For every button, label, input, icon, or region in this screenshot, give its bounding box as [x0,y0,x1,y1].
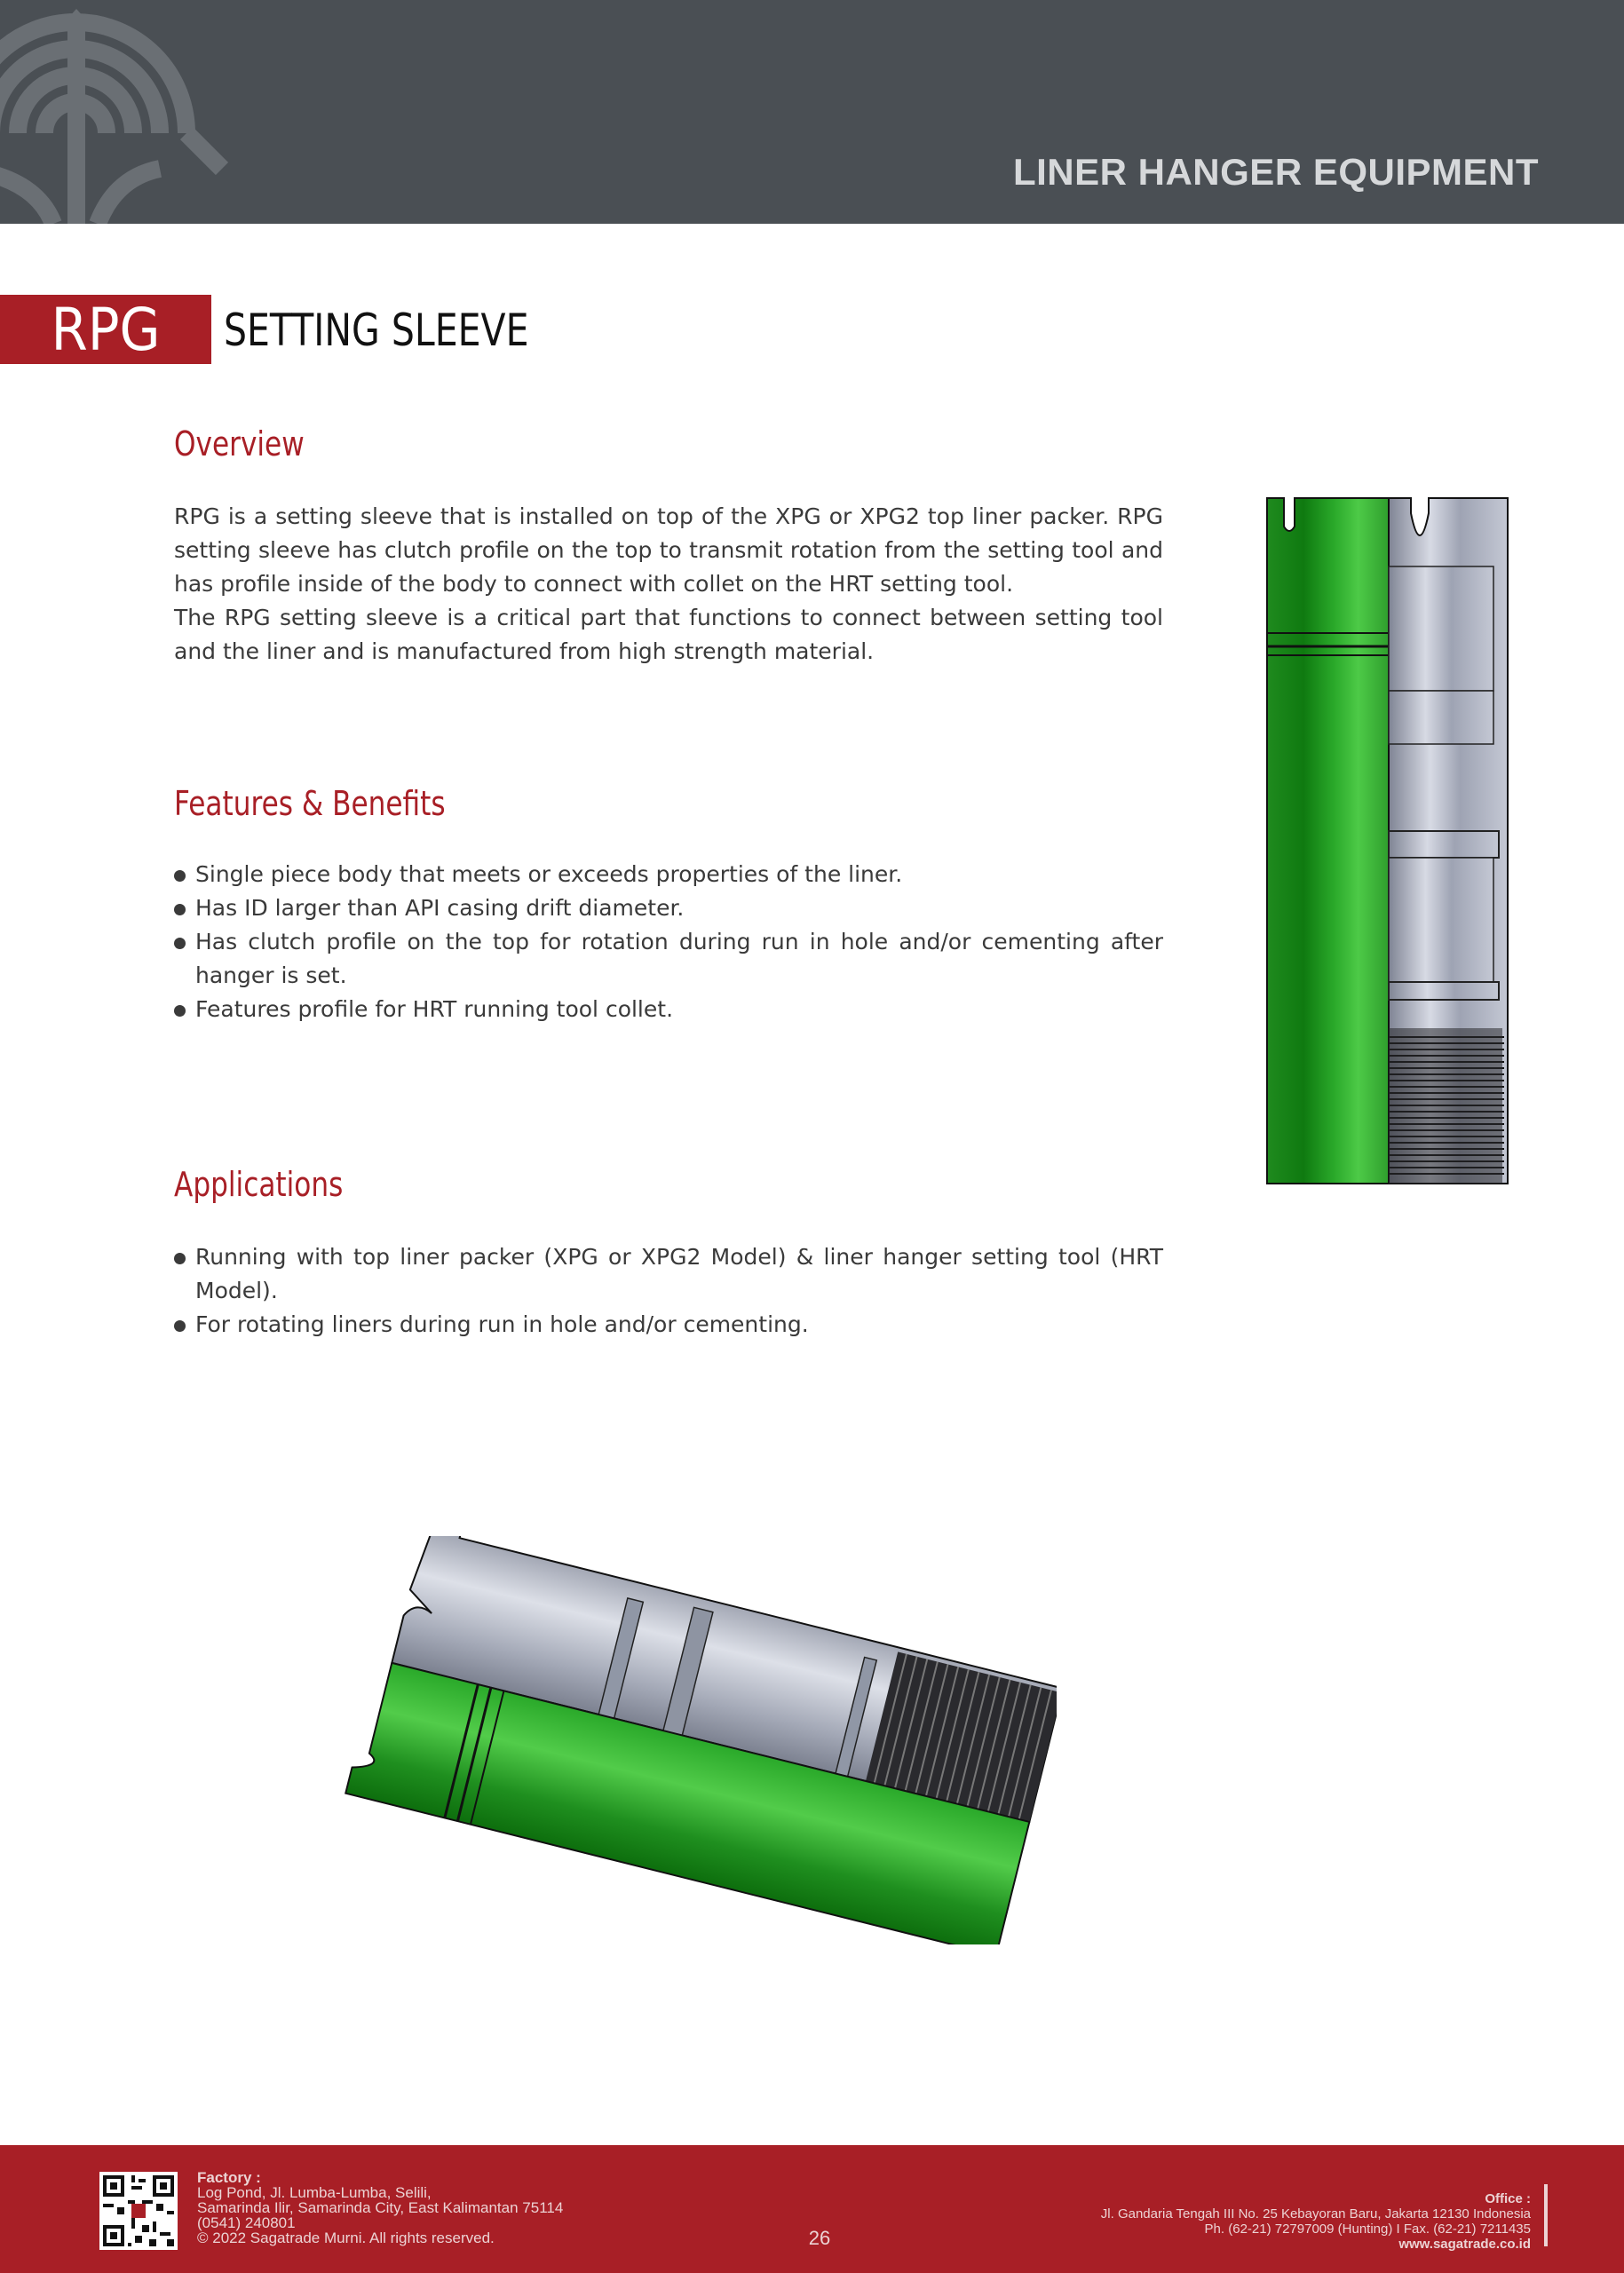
footer-divider [1544,2184,1548,2246]
page-footer [0,2145,1624,2273]
factory-address [197,2170,563,2245]
list-item: Has ID larger than API casing drift diameter. [174,891,1163,925]
factory-phone: (0541) 240801 [197,2214,296,2231]
brand-tree-logo-icon [0,0,231,224]
setting-sleeve-3d-image [311,1536,1057,1944]
product-code-badge: RPG [0,295,211,364]
overview-text [174,500,1163,669]
list-item: Running with top liner packer (XPG or XPG2 Model) & liner hanger setting tool (HRT Model). [174,1240,1163,1308]
features-heading: Features & Benefits [174,784,446,823]
list-item: Features profile for HRT running tool collet. [174,993,1163,1026]
page-header [0,0,1624,224]
qr-code-icon [99,2172,178,2250]
list-item: For rotating liners during run in hole and/or cementing. [174,1308,1163,1342]
website-link[interactable]: www.sagatrade.co.id [1398,2237,1531,2252]
factory-label: Factory : [197,2169,261,2186]
list-item: Single piece body that meets or exceeds properties of the liner. [174,858,1163,891]
office-label: Office : [1485,2191,1531,2206]
office-address [1101,2191,1531,2252]
applications-list [174,1240,1163,1342]
overview-paragraph: The RPG setting sleeve is a critical part that functions to connect between setting tool and the liner and is manufactured from high strength material. [174,605,1163,664]
product-title: SETTING SLEEVE [224,305,529,356]
copyright: © 2022 Sagatrade Murni. All rights reserved. [197,2229,495,2246]
list-item: Has clutch profile on the top for rotation during run in hole and/or cementing after hanger is set. [174,925,1163,993]
overview-paragraph: RPG is a setting sleeve that is installed on top of the XPG or XPG2 top liner packer. RPG setting sleeve has clutch profile on the top to transmit rotation from the setting tool and has profile inside of the body to connect with collet on the HRT setting tool. [174,503,1163,597]
overview-heading: Overview [174,424,305,463]
page-number: 26 [808,2227,831,2249]
header-title: LINER HANGER EQUIPMENT [1012,151,1539,193]
factory-line: Log Pond, Jl. Lumba-Lumba, Selili, [197,2184,432,2201]
office-phone: Ph. (62-21) 72797009 (Hunting) I Fax. (62-21) 7211435 [1204,2222,1531,2237]
features-list [174,858,1163,1026]
setting-sleeve-section-image [1264,495,1513,1188]
office-line: Jl. Gandaria Tengah III No. 25 Kebayoran Baru, Jakarta 12130 Indonesia [1100,2206,1531,2222]
factory-line: Samarinda Ilir, Samarinda City, East Kalimantan 75114 [197,2199,564,2216]
applications-heading: Applications [174,1165,344,1204]
